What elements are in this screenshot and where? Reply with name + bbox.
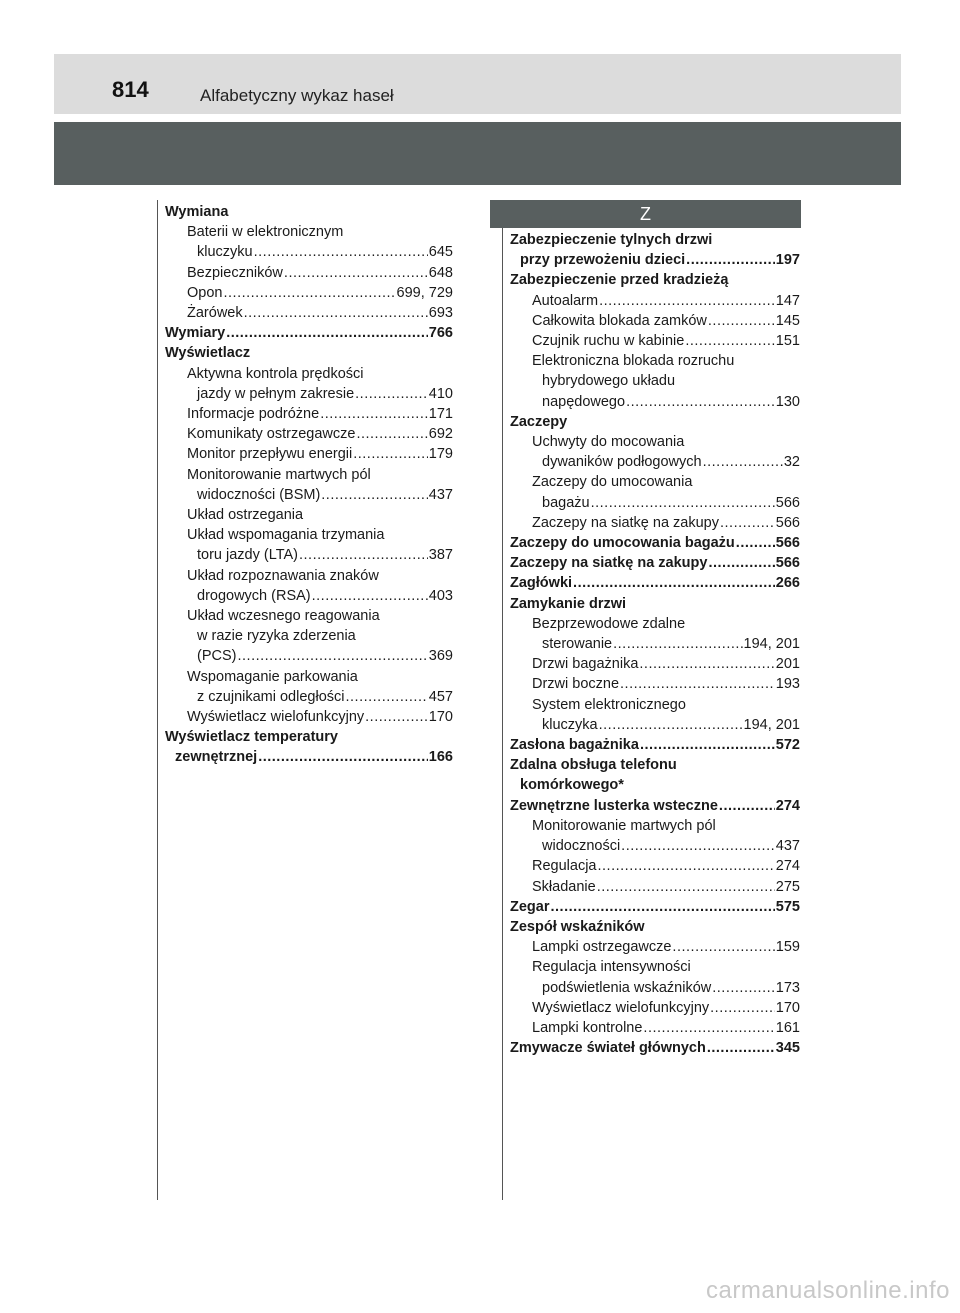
- index-entry-line: [532, 836, 800, 856]
- entry-text: Elektroniczna blokada rozruchu: [532, 353, 735, 370]
- index-entry: [510, 331, 800, 351]
- index-entry: [510, 1018, 800, 1038]
- entry-text: Monitorowanie martwych pól: [187, 466, 371, 483]
- index-entry: [165, 465, 453, 505]
- index-entry: [510, 553, 800, 573]
- index-entry-line: [532, 351, 800, 371]
- dot-leader: [712, 978, 775, 998]
- index-entry-line: [532, 877, 800, 897]
- dot-leader: [284, 263, 428, 283]
- page-reference: 566: [775, 535, 800, 552]
- index-entry-line: [532, 715, 800, 735]
- entry-text: Układ wspomagania trzymania: [187, 527, 385, 544]
- page-reference: 173: [775, 979, 800, 996]
- dot-leader: [299, 545, 428, 565]
- entry-text: Zaczepy do umocowania bagażu: [510, 535, 735, 552]
- index-entry: [510, 654, 800, 674]
- index-entry-line: [532, 978, 800, 998]
- dot-leader: [720, 513, 775, 533]
- index-entry: [165, 222, 453, 262]
- entry-text: widoczności: [542, 838, 621, 855]
- page-reference: 197: [775, 252, 800, 269]
- index-entry-line: [187, 545, 453, 565]
- page-reference: 194, 201: [743, 716, 800, 733]
- entry-text: Uchwyty do mocowania: [532, 434, 685, 451]
- index-entry: [510, 351, 800, 412]
- dot-leader: [639, 654, 774, 674]
- entry-text: Baterii w elektronicznym: [187, 224, 344, 241]
- entry-text: Zmywacze świateł głównych: [510, 1040, 706, 1057]
- index-entry: [510, 533, 800, 553]
- index-entry-line: [532, 311, 800, 331]
- index-entry: [510, 877, 800, 897]
- entry-text: Całkowita blokada zamków: [532, 312, 707, 329]
- index-entry: [165, 364, 453, 404]
- index-entry: [510, 735, 800, 755]
- index-entry-line: [187, 525, 453, 545]
- entry-text: Składanie: [532, 878, 596, 895]
- index-entry-line: [532, 695, 800, 715]
- page-reference: 369: [428, 648, 453, 665]
- entry-text: napędowego: [542, 393, 626, 410]
- page-reference: 145: [775, 312, 800, 329]
- index-entry: [165, 667, 453, 707]
- dot-leader: [365, 707, 428, 727]
- index-column-left: [165, 202, 453, 768]
- index-entry: [510, 917, 800, 937]
- index-entry: [165, 323, 453, 343]
- index-entry: [510, 897, 800, 917]
- index-entry: [165, 444, 453, 464]
- index-entry-line: [187, 586, 453, 606]
- index-entry: [165, 566, 453, 606]
- page-reference: 193: [775, 676, 800, 693]
- dot-leader: [223, 283, 395, 303]
- index-entry-line: [532, 674, 800, 694]
- dot-leader: [345, 687, 427, 707]
- page-title: Alfabetyczny wykaz haseł: [200, 86, 394, 105]
- index-entry-line: [187, 283, 453, 303]
- index-entry: [165, 606, 453, 667]
- index-entry-line: [510, 917, 800, 937]
- dot-leader: [703, 452, 783, 472]
- dot-leader: [321, 485, 428, 505]
- entry-text: Zewnętrzne lusterka wsteczne: [510, 797, 718, 814]
- index-entry-line: [510, 533, 800, 553]
- dot-leader: [672, 937, 774, 957]
- entry-text: Zdalna obsługa telefonu: [510, 757, 677, 774]
- index-entry-line: [532, 856, 800, 876]
- index-entry-line: [165, 323, 453, 343]
- index-entry-line: [510, 1038, 800, 1058]
- index-entry-line: [510, 270, 800, 290]
- index-entry: [165, 525, 453, 565]
- page-reference: 274: [775, 797, 800, 814]
- entry-text: Lampki ostrzegawcze: [532, 939, 672, 956]
- entry-text: drogowych (RSA): [197, 587, 311, 604]
- page-reference: 572: [775, 737, 800, 754]
- index-entry-line: [532, 331, 800, 351]
- page-reference: 403: [428, 587, 453, 604]
- entry-text: Zespół wskaźników: [510, 918, 645, 935]
- index-entry-line: [510, 594, 800, 614]
- entry-text: Autoalarm: [532, 292, 599, 309]
- index-entry: [165, 343, 453, 363]
- dot-leader: [686, 250, 775, 270]
- index-entry: [510, 998, 800, 1018]
- entry-text: przy przewożeniu dzieci: [520, 252, 686, 269]
- entry-text: Opon: [187, 284, 223, 301]
- dot-leader: [643, 1018, 774, 1038]
- dot-leader: [710, 998, 775, 1018]
- index-entry-line: [187, 465, 453, 485]
- index-entry-line: [187, 364, 453, 384]
- dot-leader: [258, 747, 428, 767]
- index-entry-line: [165, 747, 453, 767]
- page-reference: 566: [775, 494, 800, 511]
- dot-leader: [640, 735, 775, 755]
- header-band: [54, 122, 901, 185]
- index-entry: [510, 472, 800, 512]
- entry-text: System elektronicznego: [532, 696, 686, 713]
- entry-text: kluczyku: [197, 244, 253, 261]
- entry-text: zewnętrznej: [175, 749, 258, 766]
- index-entry: [510, 674, 800, 694]
- index-entry: [165, 505, 453, 525]
- index-entry: [165, 303, 453, 323]
- entry-text: Wyświetlacz wielofunkcyjny: [187, 709, 365, 726]
- dot-leader: [620, 674, 775, 694]
- page-reference: 171: [428, 406, 453, 423]
- page-reference: 387: [428, 547, 453, 564]
- dot-leader: [244, 303, 428, 323]
- index-entry-line: [510, 553, 800, 573]
- page-reference: 648: [428, 264, 453, 281]
- dot-leader: [626, 392, 775, 412]
- entry-text: Zabezpieczenie tylnych drzwi: [510, 232, 713, 248]
- entry-text: kluczyka: [542, 716, 598, 733]
- index-entry: [510, 957, 800, 997]
- index-entry-line: [510, 775, 800, 795]
- page-reference: 201: [775, 656, 800, 673]
- page-reference: 130: [775, 393, 800, 410]
- dot-leader: [237, 646, 427, 666]
- entry-text: Wyświetlacz wielofunkcyjny: [532, 999, 710, 1016]
- entry-text: Drzwi bagażnika: [532, 656, 639, 673]
- entry-text: Wymiana: [165, 204, 229, 220]
- page-reference: 170: [428, 709, 453, 726]
- dot-leader: [226, 323, 428, 343]
- index-entry: [510, 270, 800, 290]
- entry-text: Regulacja: [532, 858, 597, 875]
- page-reference: 159: [775, 939, 800, 956]
- index-entry: [165, 727, 453, 767]
- entry-text: Układ ostrzegania: [187, 507, 304, 524]
- index-entry: [165, 404, 453, 424]
- dot-leader: [621, 836, 775, 856]
- index-entry-line: [532, 513, 800, 533]
- index-entry-line: [165, 727, 453, 747]
- index-entry-line: [187, 424, 453, 444]
- entry-text: Układ wczesnego reagowania: [187, 608, 380, 625]
- entry-text: widoczności (BSM): [197, 486, 321, 503]
- entry-text: Drzwi boczne: [532, 676, 620, 693]
- entry-text: Zegar: [510, 898, 550, 915]
- index-entry: [510, 412, 800, 432]
- entry-text: komórkowego*: [520, 777, 624, 794]
- index-entry-line: [187, 263, 453, 283]
- entry-text: Aktywna kontrola prędkości: [187, 365, 364, 382]
- dot-leader: [312, 586, 428, 606]
- dot-leader: [685, 331, 774, 351]
- page-reference: 457: [428, 688, 453, 705]
- index-entry-line: [187, 242, 453, 262]
- entry-text: Układ rozpoznawania znaków: [187, 567, 379, 584]
- index-entry-line: [532, 816, 800, 836]
- index-column-right: [510, 230, 800, 1058]
- dot-leader: [573, 573, 775, 593]
- dot-leader: [254, 242, 428, 262]
- entry-text: (PCS): [197, 648, 237, 665]
- left-column-rule: [157, 200, 158, 1200]
- index-entry: [510, 594, 800, 614]
- entry-text: z czujnikami odległości: [197, 688, 345, 705]
- index-entry-line: [510, 735, 800, 755]
- section-letter-bar: Z: [490, 200, 801, 228]
- index-entry: [510, 1038, 800, 1058]
- dot-leader: [707, 1038, 775, 1058]
- dot-leader: [599, 291, 775, 311]
- page-reference: 699, 729: [396, 284, 453, 301]
- entry-text: podświetlenia wskaźników: [542, 979, 712, 996]
- page-reference: 274: [775, 858, 800, 875]
- dot-leader: [356, 424, 427, 444]
- page-reference: 275: [775, 878, 800, 895]
- index-entry: [165, 283, 453, 303]
- index-entry-line: [532, 493, 800, 513]
- dot-leader: [613, 634, 742, 654]
- entry-text: toru jazdy (LTA): [197, 547, 298, 564]
- entry-text: w razie ryzyka zderzenia: [197, 628, 356, 645]
- entry-text: Zasłona bagażnika: [510, 737, 639, 754]
- page-reference: 437: [775, 838, 800, 855]
- dot-leader: [597, 877, 775, 897]
- entry-text: Zaczepy do umocowania: [532, 474, 693, 491]
- index-entry-line: [187, 687, 453, 707]
- page-reference: 194, 201: [743, 636, 800, 653]
- index-entry-line: [510, 573, 800, 593]
- entry-text: Czujnik ruchu w kabinie: [532, 333, 685, 350]
- index-entry: [510, 695, 800, 735]
- entry-text: jazdy w pełnym zakresie: [197, 385, 355, 402]
- dot-leader: [320, 404, 428, 424]
- index-entry-line: [532, 998, 800, 1018]
- index-entry-line: [510, 250, 800, 270]
- index-entry-line: [187, 707, 453, 727]
- entry-text: Zaczepy na siatkę na zakupy: [510, 555, 708, 572]
- page-reference: 566: [775, 514, 800, 531]
- index-entry-line: [532, 957, 800, 977]
- index-entry-line: [187, 626, 453, 646]
- dot-leader: [598, 856, 775, 876]
- index-entry-line: [532, 371, 800, 391]
- watermark: carmanualsonline.info: [706, 1277, 950, 1304]
- index-entry-line: [532, 392, 800, 412]
- index-entry-line: [187, 505, 453, 525]
- index-entry-line: [187, 667, 453, 687]
- index-entry-line: [532, 452, 800, 472]
- dot-leader: [353, 444, 428, 464]
- index-entry: [510, 573, 800, 593]
- index-entry: [510, 311, 800, 331]
- index-entry-line: [187, 606, 453, 626]
- page-reference: 161: [775, 1019, 800, 1036]
- entry-text: Zaczepy na siatkę na zakupy: [532, 514, 719, 531]
- page-reference: 566: [775, 555, 800, 572]
- entry-text: Lampki kontrolne: [532, 1019, 643, 1036]
- index-entry: [165, 424, 453, 444]
- index-entry: [510, 937, 800, 957]
- index-entry-line: [532, 1018, 800, 1038]
- index-entry-line: [187, 222, 453, 242]
- entry-text: dywaników podłogowych: [542, 454, 702, 471]
- index-entry: [510, 856, 800, 876]
- entry-text: bagażu: [542, 494, 590, 511]
- header-bar: [54, 54, 901, 114]
- entry-text: Wspomaganie parkowania: [187, 668, 358, 685]
- dot-leader: [591, 493, 775, 513]
- entry-text: Regulacja intensywności: [532, 959, 691, 976]
- index-entry: [510, 755, 800, 795]
- index-entry-line: [187, 384, 453, 404]
- page-reference: 645: [428, 244, 453, 261]
- entry-text: Zabezpieczenie przed kradzieżą: [510, 272, 729, 289]
- page-reference: 345: [775, 1040, 800, 1057]
- entry-text: Zamykanie drzwi: [510, 595, 627, 612]
- index-entry-line: [510, 230, 800, 250]
- entry-text: Komunikaty ostrzegawcze: [187, 426, 356, 443]
- entry-text: hybrydowego układu: [542, 373, 676, 390]
- dot-leader: [551, 897, 775, 917]
- index-entry-line: [187, 303, 453, 323]
- dot-leader: [719, 796, 775, 816]
- index-entry-line: [510, 412, 800, 432]
- page-reference: 266: [775, 575, 800, 592]
- index-entry: [165, 707, 453, 727]
- index-entry-line: [510, 755, 800, 775]
- index-entry-line: [187, 404, 453, 424]
- index-entry: [165, 263, 453, 283]
- entry-text: Wymiary: [165, 325, 226, 342]
- index-entry-line: [187, 646, 453, 666]
- page-reference: 179: [428, 446, 453, 463]
- index-entry-line: [165, 202, 453, 222]
- index-entry: [510, 291, 800, 311]
- dot-leader: [736, 533, 775, 553]
- index-entry-line: [532, 937, 800, 957]
- entry-text: Wyświetlacz: [165, 345, 251, 362]
- index-entry-line: [510, 897, 800, 917]
- entry-text: Żarówek: [187, 305, 243, 322]
- page-reference: 410: [428, 385, 453, 402]
- index-entry-line: [532, 432, 800, 452]
- entry-text: Bezprzewodowe zdalne: [532, 615, 686, 632]
- index-entry-line: [165, 343, 453, 363]
- entry-text: Bezpieczników: [187, 264, 283, 281]
- index-entry: [510, 614, 800, 654]
- index-entry-line: [532, 291, 800, 311]
- index-entry: [510, 513, 800, 533]
- page-reference: 692: [428, 426, 453, 443]
- page-reference: 693: [428, 305, 453, 322]
- entry-text: Zagłówki: [510, 575, 573, 592]
- right-column-rule: [502, 228, 503, 1200]
- entry-text: Zaczepy: [510, 413, 568, 430]
- index-entry-line: [532, 654, 800, 674]
- entry-text: Informacje podróżne: [187, 406, 320, 423]
- entry-text: Monitorowanie martwych pól: [532, 817, 716, 834]
- entry-text: Wyświetlacz temperatury: [165, 729, 338, 746]
- page-reference: 147: [775, 292, 800, 309]
- index-entry: [510, 432, 800, 472]
- dot-leader: [708, 553, 774, 573]
- index-entry-line: [532, 634, 800, 654]
- index-entry-line: [532, 614, 800, 634]
- page-reference: 575: [775, 898, 800, 915]
- page-reference: 166: [428, 749, 453, 766]
- index-entry: [510, 816, 800, 856]
- index-entry-line: [187, 444, 453, 464]
- dot-leader: [599, 715, 743, 735]
- page-reference: 32: [783, 454, 800, 471]
- index-entry: [165, 202, 453, 222]
- entry-text: sterowanie: [542, 636, 613, 653]
- page-reference: 766: [428, 325, 453, 342]
- index-entry: [510, 230, 800, 270]
- index-entry-line: [532, 472, 800, 492]
- dot-leader: [708, 311, 775, 331]
- index-entry-line: [510, 796, 800, 816]
- page-reference: 170: [775, 999, 800, 1016]
- index-entry-line: [187, 485, 453, 505]
- page-number: 814: [112, 77, 149, 102]
- index-entry-line: [187, 566, 453, 586]
- dot-leader: [355, 384, 428, 404]
- page-reference: 437: [428, 486, 453, 503]
- page-reference: 151: [775, 333, 800, 350]
- entry-text: Monitor przepływu energii: [187, 446, 353, 463]
- index-entry: [510, 796, 800, 816]
